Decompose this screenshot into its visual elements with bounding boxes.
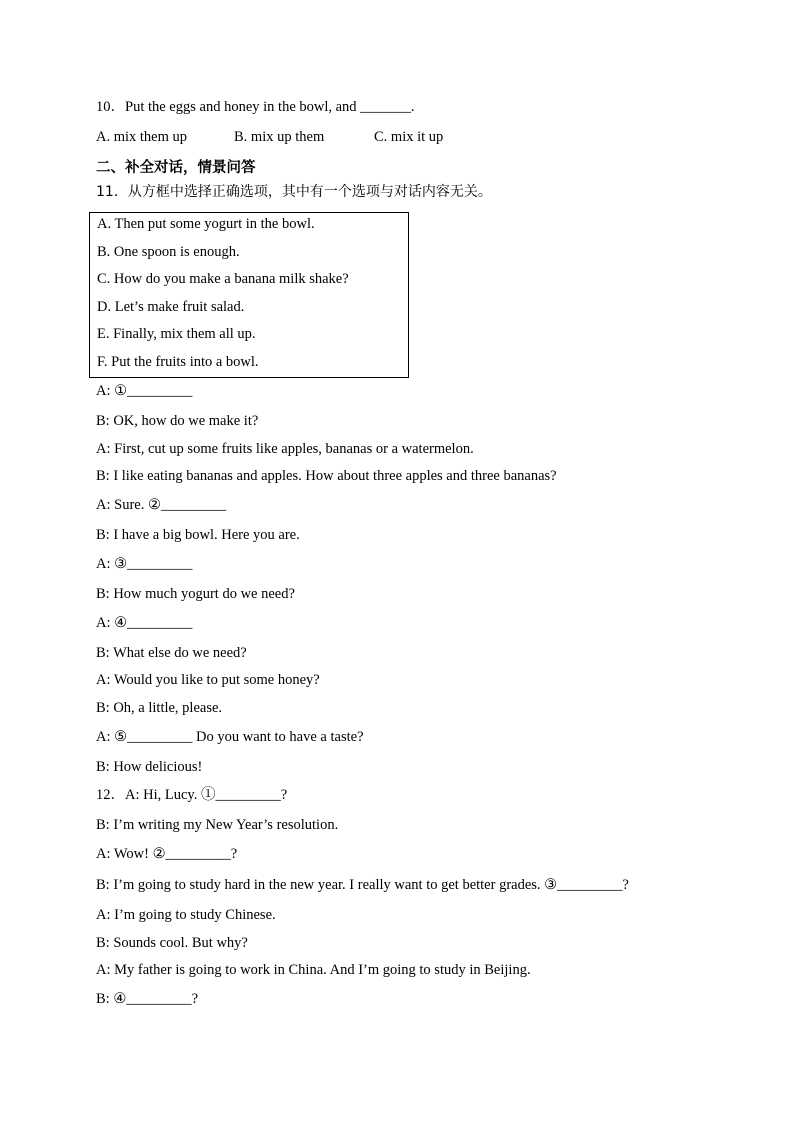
q12-line-8: B: ④_________? bbox=[96, 991, 199, 1007]
choice-box bbox=[89, 212, 409, 378]
choice-a: A. Then put some yogurt in the bowl. bbox=[97, 216, 315, 232]
q12-line-3: A: Wow! ②_________? bbox=[96, 846, 238, 862]
choice-b: B. One spoon is enough. bbox=[97, 244, 240, 260]
choice-d: D. Let’s make fruit salad. bbox=[97, 299, 245, 315]
q11-line-8: B: How much yogurt do we need? bbox=[96, 586, 295, 602]
q12-line-5: A: I’m going to study Chinese. bbox=[96, 907, 276, 923]
q11-line-4: B: I like eating bananas and apples. How about three apples and three bananas? bbox=[96, 468, 557, 484]
q11-line-2: B: OK, how do we make it? bbox=[96, 413, 259, 429]
q11-instruction: 11．从方框中选择正确选项，其中有一个选项与对话内容无关。 bbox=[96, 184, 492, 200]
q10-option-c[interactable]: C. mix it up bbox=[374, 129, 444, 145]
q10-option-b[interactable]: B. mix up them bbox=[234, 129, 325, 145]
q11-line-7: A: ③_________ bbox=[96, 556, 193, 572]
q10-options bbox=[96, 128, 443, 146]
q12-line-7: A: My father is going to work in China. And I’m going to study in Beijing. bbox=[96, 962, 531, 978]
q10-stem: 10．Put the eggs and honey in the bowl, and _______. bbox=[96, 99, 415, 115]
choice-c: C. How do you make a banana milk shake? bbox=[97, 271, 349, 287]
q10-option-a[interactable]: A. mix them up bbox=[96, 129, 188, 145]
q12-line-4: B: I’m going to study hard in the new year. I really want to get better grades. ③_________? bbox=[96, 877, 629, 893]
q11-line-11: A: Would you like to put some honey? bbox=[96, 672, 320, 688]
q11-line-12: B: Oh, a little, please. bbox=[96, 700, 223, 716]
choice-e: E. Finally, mix them all up. bbox=[97, 326, 256, 342]
section-heading: 二、补全对话，情景问答 bbox=[96, 160, 256, 176]
q11-line-3: A: First, cut up some fruits like apples, bananas or a watermelon. bbox=[96, 441, 474, 457]
choice-f: F. Put the fruits into a bowl. bbox=[97, 354, 259, 370]
q11-line-5: A: Sure. ②_________ bbox=[96, 497, 227, 513]
q11-line-6: B: I have a big bowl. Here you are. bbox=[96, 527, 300, 543]
q12-line-6: B: Sounds cool. But why? bbox=[96, 935, 248, 951]
q11-line-14: B: How delicious! bbox=[96, 759, 203, 775]
q11-line-9: A: ④_________ bbox=[96, 615, 193, 631]
q11-line-13: A: ⑤_________ Do you want to have a taste? bbox=[96, 729, 364, 745]
q11-line-10: B: What else do we need? bbox=[96, 645, 247, 661]
q12-line-1: 12．A: Hi, Lucy. ①_________? bbox=[96, 787, 288, 803]
q11-line-1: A: ①_________ bbox=[96, 383, 193, 399]
q12-line-2: B: I’m writing my New Year’s resolution. bbox=[96, 817, 339, 833]
